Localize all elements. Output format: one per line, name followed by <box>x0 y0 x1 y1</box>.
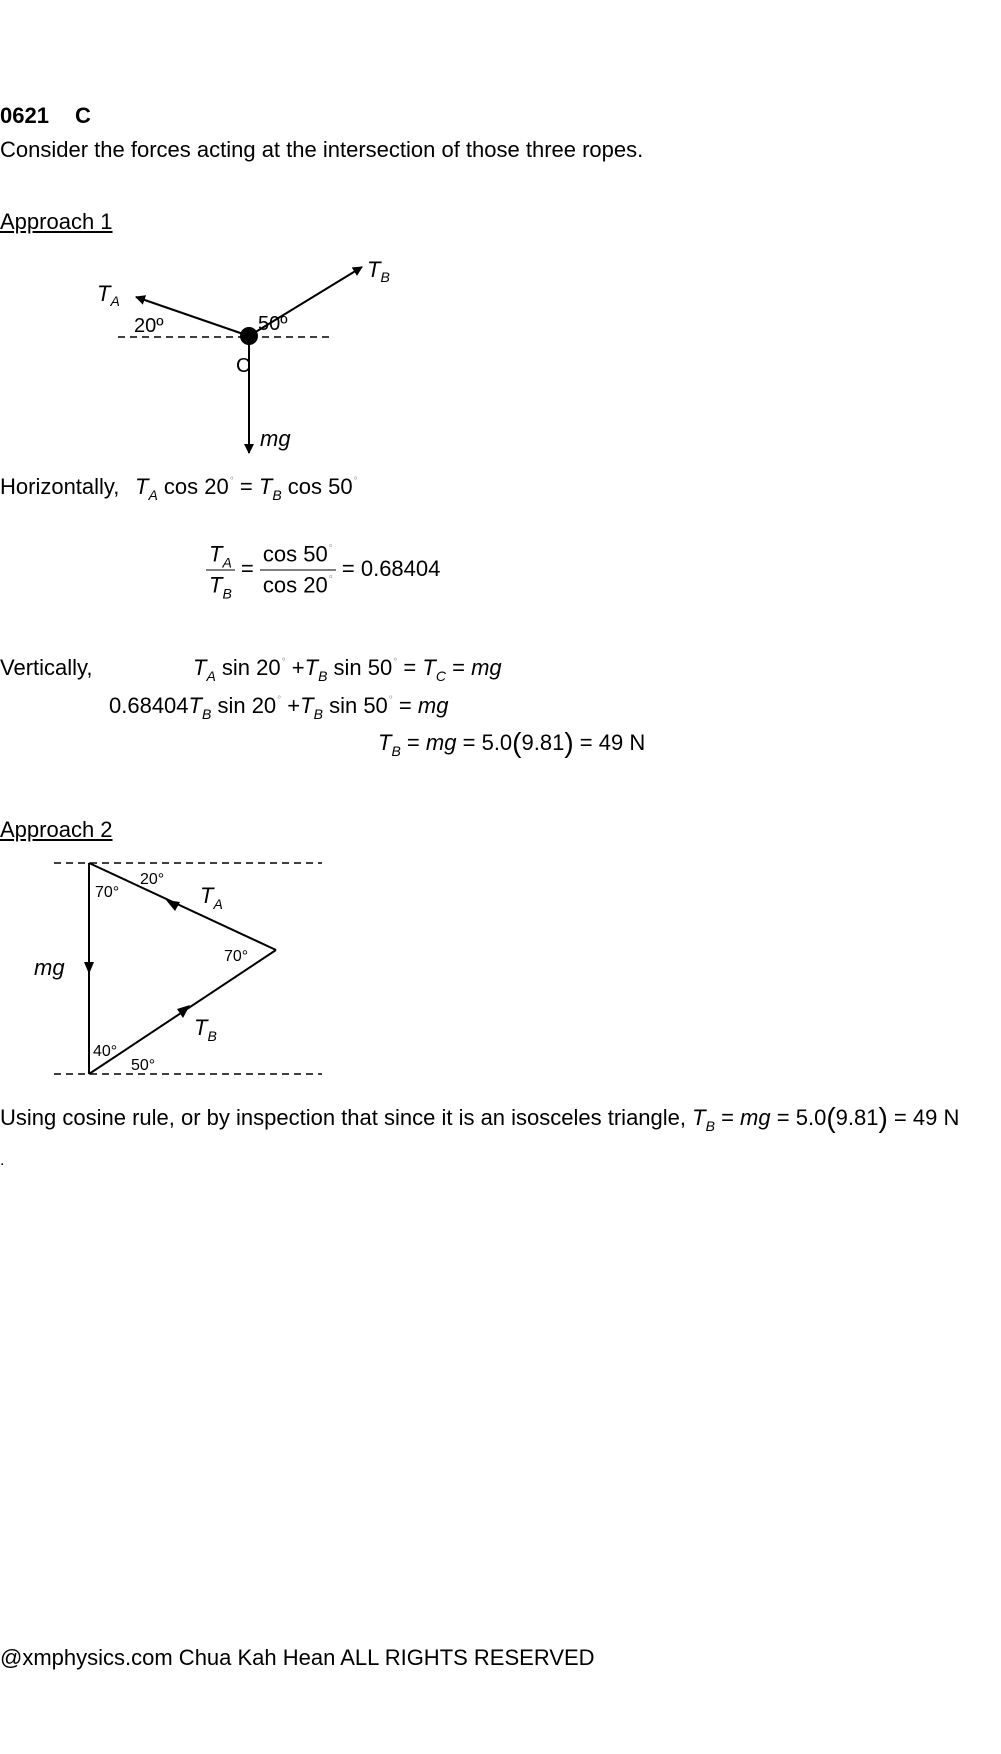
ratio-fraction-cos: $\frac{\cos 50^\circ}{\cos 20^\circ}$ <box>260 542 336 599</box>
ratio-value: 0.68404 <box>360 555 441 581</box>
approach1-force-diagram <box>80 250 390 510</box>
angle-right-label: 50º <box>258 313 288 335</box>
question-intro: Consider the forces acting at the intersection of those three ropes. <box>0 137 644 162</box>
angle-left-label: 20º <box>134 315 164 337</box>
ta-arrowhead <box>166 900 180 911</box>
horizontal-equation: $T_A$ $\cos 20^\circ = T_B$ cos 50° <box>135 474 358 503</box>
tb-arrowhead <box>177 1005 190 1018</box>
conclusion-text: Using cosine rule, or by inspection that since it is an isosceles triangle, <box>0 1105 687 1130</box>
approach2-title: Approach 2 <box>0 817 113 842</box>
vertical-equation-2: $0.68404T_B$ $\sin 20^\circ +T_B$ sin 50° = mg <box>109 693 449 722</box>
approach2-vector-triangle <box>0 850 340 1080</box>
tb-label: $T_B$ <box>367 257 390 285</box>
approach1-title: Approach 1 <box>0 209 113 234</box>
ratio-equation: $\frac{T_A}{T_B}$ = $\frac{\cos 50^\circ}{\cos 20^\circ}$ = 0.68404 <box>206 542 440 599</box>
conclusion-equation: $T_B$ = mg = 5.0(9.81) = 49 N <box>692 1102 960 1134</box>
ta-label: $T_A$ <box>97 281 120 309</box>
vertical-label: Vertically, <box>0 655 93 680</box>
question-number: 0621 <box>0 103 49 128</box>
footer-copyright: @xmphysics.com Chua Kah Hean ALL RIGHTS RESERVED <box>0 1645 595 1670</box>
question-heading <box>0 103 91 129</box>
junction-point <box>240 327 258 345</box>
angle-right-label: 70° <box>224 948 249 965</box>
point-c-label: C <box>236 355 251 377</box>
tb-label: $T_B$ <box>194 1015 217 1044</box>
angle-bottom-label: 50° <box>131 1057 156 1074</box>
ta-label: $T_A$ <box>200 883 223 912</box>
mg-label: mg <box>260 426 291 451</box>
mg-arrowhead <box>84 962 94 974</box>
angle-bottom-left-label: 40° <box>93 1043 118 1060</box>
angle-top-label: 20° <box>140 871 165 888</box>
angle-top-left-label: 70° <box>95 884 120 901</box>
mg-label: mg <box>34 955 65 980</box>
horizontal-label: Horizontally, <box>0 474 120 499</box>
ta-side <box>89 863 276 950</box>
question-answer: C <box>74 103 91 128</box>
conclusion-line <box>0 1102 960 1134</box>
trailing-dot: . <box>0 1152 5 1169</box>
ratio-fraction-t: $\frac{T_A}{T_B}$ <box>206 542 235 599</box>
vertical-equation-1: $T_A$ $\sin 20^\circ +T_B$ $\sin 50^\circ = T_C$ = mg <box>193 655 502 684</box>
vertical-equation-3: $T_B$ = mg = 5.0(9.81) = 49 N <box>378 727 646 759</box>
